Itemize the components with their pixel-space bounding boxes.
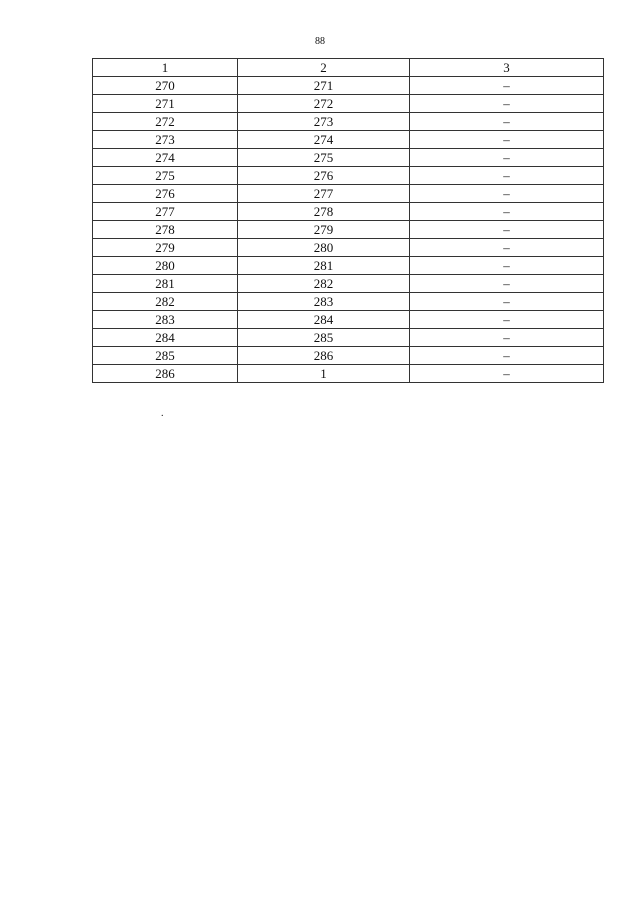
table-row xyxy=(93,329,604,347)
table-row xyxy=(93,311,604,329)
table-row xyxy=(93,293,604,311)
table-cell: 270 xyxy=(93,77,238,95)
table-cell: 280 xyxy=(238,239,410,257)
table-cell: 275 xyxy=(93,167,238,185)
table-row xyxy=(93,365,604,383)
table-header-row xyxy=(93,59,604,77)
table-row xyxy=(93,149,604,167)
table-cell: 282 xyxy=(93,293,238,311)
table-cell: 274 xyxy=(238,131,410,149)
table-body xyxy=(93,77,604,383)
table-cell: 283 xyxy=(93,311,238,329)
table-cell: 282 xyxy=(238,275,410,293)
table-row xyxy=(93,185,604,203)
table-row xyxy=(93,239,604,257)
table-cell: 272 xyxy=(93,113,238,131)
table-cell: 273 xyxy=(93,131,238,149)
table-cell: 284 xyxy=(238,311,410,329)
table-cell: 275 xyxy=(238,149,410,167)
table-cell: 285 xyxy=(93,347,238,365)
table-cell: – xyxy=(410,239,604,257)
table-row xyxy=(93,95,604,113)
table-cell: 281 xyxy=(93,275,238,293)
table-cell: 284 xyxy=(93,329,238,347)
table-cell: 280 xyxy=(93,257,238,275)
table-cell: 277 xyxy=(238,185,410,203)
table-row xyxy=(93,167,604,185)
table-cell: – xyxy=(410,131,604,149)
column-header-1: 1 xyxy=(93,59,238,77)
table-cell: 278 xyxy=(238,203,410,221)
table-row xyxy=(93,203,604,221)
column-header-2: 2 xyxy=(238,59,410,77)
table-cell: 285 xyxy=(238,329,410,347)
table-cell: 286 xyxy=(238,347,410,365)
table-cell: 286 xyxy=(93,365,238,383)
table-cell: – xyxy=(410,77,604,95)
table-cell: – xyxy=(410,203,604,221)
table-row xyxy=(93,347,604,365)
page-number: 88 xyxy=(315,36,325,47)
table-cell: – xyxy=(410,275,604,293)
table-cell: 1 xyxy=(238,365,410,383)
table-cell: 281 xyxy=(238,257,410,275)
table-cell: – xyxy=(410,365,604,383)
table-row xyxy=(93,221,604,239)
table-cell: – xyxy=(410,329,604,347)
table-row xyxy=(93,113,604,131)
table-cell: – xyxy=(410,293,604,311)
table-cell: 279 xyxy=(238,221,410,239)
table-cell: 277 xyxy=(93,203,238,221)
table-cell: – xyxy=(410,257,604,275)
table-cell: 273 xyxy=(238,113,410,131)
stray-mark: . xyxy=(161,408,164,419)
table-cell: 279 xyxy=(93,239,238,257)
table-cell: 271 xyxy=(238,77,410,95)
table-cell: – xyxy=(410,311,604,329)
table-cell: 276 xyxy=(93,185,238,203)
data-table xyxy=(92,58,604,383)
table-cell: 276 xyxy=(238,167,410,185)
table-cell: – xyxy=(410,185,604,203)
table-cell: 272 xyxy=(238,95,410,113)
table-cell: – xyxy=(410,167,604,185)
column-header-3: 3 xyxy=(410,59,604,77)
table-cell: – xyxy=(410,149,604,167)
table-row xyxy=(93,77,604,95)
table-cell: – xyxy=(410,95,604,113)
table-cell: 278 xyxy=(93,221,238,239)
table-cell: – xyxy=(410,113,604,131)
table-row xyxy=(93,257,604,275)
table-cell: 283 xyxy=(238,293,410,311)
table-row xyxy=(93,131,604,149)
table-cell: – xyxy=(410,347,604,365)
table-cell: 274 xyxy=(93,149,238,167)
table-cell: – xyxy=(410,221,604,239)
table-row xyxy=(93,275,604,293)
table-cell: 271 xyxy=(93,95,238,113)
